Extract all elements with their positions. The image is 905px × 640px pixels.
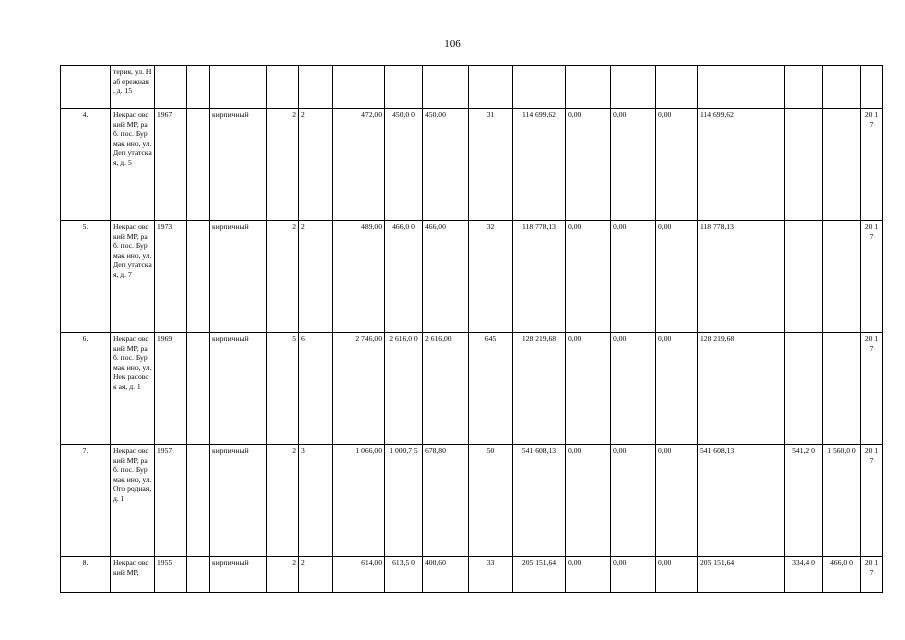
cell-floors: 2 <box>267 557 299 593</box>
cell-floors: 5 <box>267 333 299 445</box>
cell-value-1 <box>785 333 823 445</box>
cell-cost: 114 699,62 <box>513 109 566 221</box>
table-row-continuation <box>61 66 883 109</box>
table-row <box>61 221 883 333</box>
cell-area-a: 2 616,0 0 <box>385 333 423 445</box>
cell-fund-1: 0,00 <box>566 109 611 221</box>
cell-year-plan: 20 17 <box>861 557 883 593</box>
cell-area-a: 450,0 0 <box>385 109 423 221</box>
cell-empty <box>187 221 210 333</box>
cell-num <box>61 66 111 109</box>
cell-empty <box>187 445 210 557</box>
cell-fund-3: 0,00 <box>656 557 698 593</box>
cell-value-1 <box>785 221 823 333</box>
cell-num: 6. <box>61 333 111 445</box>
cell-total-area: 1 066,00 <box>333 445 385 557</box>
cell-area-a: 466,0 0 <box>385 221 423 333</box>
cell-fund-2: 0,00 <box>611 333 656 445</box>
cell-year: 1969 <box>155 333 187 445</box>
cell-address: терия, ул. Наб ережная , д. 15 <box>111 66 155 109</box>
cell-fund-3: 0,00 <box>656 109 698 221</box>
cell-address: Некрас овский МР, раб. пос. Бурмак ино, ул. Нек расовск ая, д. 1 <box>111 333 155 445</box>
cell-year-plan: 20 17 <box>861 445 883 557</box>
cell-area-a: 1 000,7 5 <box>385 445 423 557</box>
cell-value-2 <box>823 333 861 445</box>
cell-residents: 645 <box>469 333 513 445</box>
cell-address: Некрас овский МР, раб. пос. Бурмак ино, ул. Ого родная, д. 1 <box>111 445 155 557</box>
cell-year-plan: 20 17 <box>861 333 883 445</box>
cell-value-1: 334,4 0 <box>785 557 823 593</box>
cell-material: кирпичный <box>210 557 267 593</box>
cell-fund-2: 0,00 <box>611 221 656 333</box>
table-row <box>61 445 883 557</box>
cell-total-area: 489,00 <box>333 221 385 333</box>
cell-fund-2: 0,00 <box>611 557 656 593</box>
cell-total-area: 2 746,00 <box>333 333 385 445</box>
cell-total-area: 614,00 <box>333 557 385 593</box>
cell-fund-4: 128 219,68 <box>698 333 785 445</box>
cell-residents: 32 <box>469 221 513 333</box>
cell-year-plan: 20 17 <box>861 221 883 333</box>
register-table <box>60 65 883 593</box>
cell-area-b: 400,60 <box>423 557 469 593</box>
cell-entrances: 2 <box>299 557 333 593</box>
cell-entrances: 3 <box>299 445 333 557</box>
cell-empty <box>187 557 210 593</box>
cell-year-plan: 20 17 <box>861 109 883 221</box>
cell-floors: 2 <box>267 221 299 333</box>
page-number: 106 <box>444 38 461 50</box>
cell-entrances: 2 <box>299 221 333 333</box>
cell-num: 5. <box>61 221 111 333</box>
cell-empty <box>187 333 210 445</box>
cell-num: 8. <box>61 557 111 593</box>
cell-area-a: 613,5 0 <box>385 557 423 593</box>
cell-fund-4: 118 778,13 <box>698 221 785 333</box>
cell-empty <box>187 109 210 221</box>
cell-address: Некрас овский МР, <box>111 557 155 593</box>
cell-year: 1967 <box>155 109 187 221</box>
cell-material: кирпичный <box>210 445 267 557</box>
cell-fund-1: 0,00 <box>566 445 611 557</box>
cell-fund-4: 205 151,64 <box>698 557 785 593</box>
cell-cost: 205 151,64 <box>513 557 566 593</box>
cell-address: Некрас овский МР, раб. пос. Бурмак ино, ул. Деп утатска я, д. 7 <box>111 221 155 333</box>
cell-fund-3: 0,00 <box>656 445 698 557</box>
cell-value-2 <box>823 109 861 221</box>
table-row <box>61 557 883 593</box>
cell-value-2: 1 560,0 0 <box>823 445 861 557</box>
table-row <box>61 333 883 445</box>
cell-material: кирпичный <box>210 109 267 221</box>
cell-residents: 33 <box>469 557 513 593</box>
cell-address: Некрас овский МР, раб. пос. Бурмак ино, ул. Деп утатска я, д. 5 <box>111 109 155 221</box>
cell-floors: 2 <box>267 445 299 557</box>
cell-residents: 31 <box>469 109 513 221</box>
cell-fund-2: 0,00 <box>611 445 656 557</box>
cell-residents: 50 <box>469 445 513 557</box>
cell-total-area: 472,00 <box>333 109 385 221</box>
cell-entrances: 6 <box>299 333 333 445</box>
cell-fund-1: 0,00 <box>566 221 611 333</box>
cell-fund-1: 0,00 <box>566 333 611 445</box>
cell-fund-4: 114 699,62 <box>698 109 785 221</box>
cell-entrances: 2 <box>299 109 333 221</box>
cell-area-b: 466,00 <box>423 221 469 333</box>
cell-fund-4: 541 608,13 <box>698 445 785 557</box>
cell-cost: 541 608,13 <box>513 445 566 557</box>
cell-value-2: 466,0 0 <box>823 557 861 593</box>
cell-value-1 <box>785 109 823 221</box>
cell-year: 1957 <box>155 445 187 557</box>
cell-fund-1: 0,00 <box>566 557 611 593</box>
cell-cost: 118 778,13 <box>513 221 566 333</box>
cell-value-1: 541,2 0 <box>785 445 823 557</box>
cell-floors: 2 <box>267 109 299 221</box>
cell-num: 4. <box>61 109 111 221</box>
table-row <box>61 109 883 221</box>
cell-area-b: 678,80 <box>423 445 469 557</box>
cell-fund-3: 0,00 <box>656 221 698 333</box>
cell-cost: 128 219,68 <box>513 333 566 445</box>
cell-year: 1973 <box>155 221 187 333</box>
cell-material: кирпичный <box>210 221 267 333</box>
cell-area-b: 450,00 <box>423 109 469 221</box>
cell-year: 1955 <box>155 557 187 593</box>
cell-fund-3: 0,00 <box>656 333 698 445</box>
cell-value-2 <box>823 221 861 333</box>
cell-area-b: 2 616,00 <box>423 333 469 445</box>
cell-num: 7. <box>61 445 111 557</box>
cell-fund-2: 0,00 <box>611 109 656 221</box>
cell-material: кирпичный <box>210 333 267 445</box>
